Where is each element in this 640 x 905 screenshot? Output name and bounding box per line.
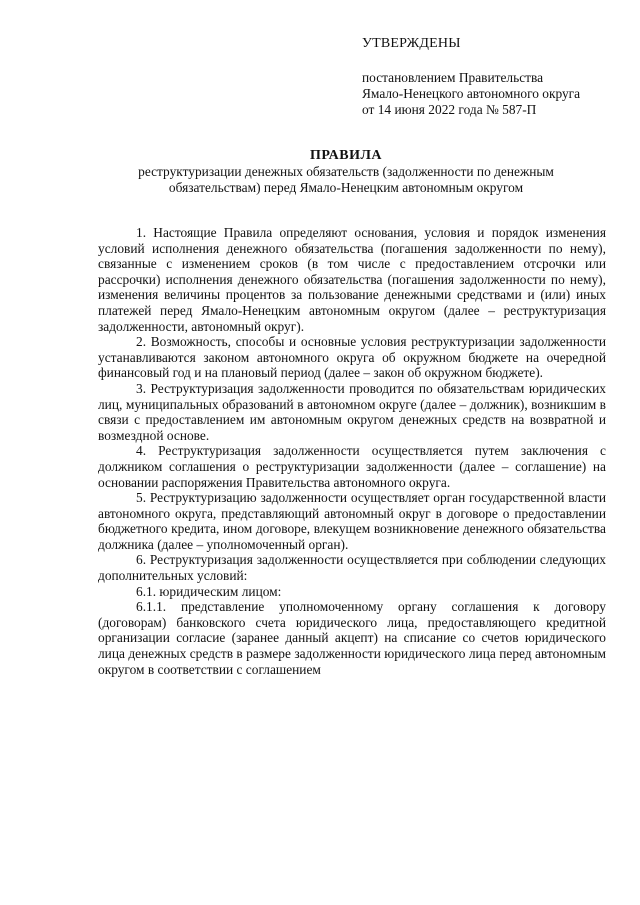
approved-heading: УТВЕРЖДЕНЫ	[362, 36, 461, 51]
document-subtitle-line-2: обязательствам) перед Ямало-Ненецким автономным округом	[168, 180, 524, 195]
paragraph-5: 5. Реструктуризацию задолженности осуществляет орган государственной власти автономного округа, представляющий автономный округ в договоре о предоставлении бюджетного кредита, ином договоре, влекущем возникновение денежного обязательства должника (далее – уполномоченный орган).	[98, 490, 606, 552]
paragraph-6: 6. Реструктуризация задолженности осуществляется при соблюдении следующих дополнительных условий:	[98, 552, 606, 584]
document-body	[98, 225, 606, 677]
approval-line-3: от 14 июня 2022 года № 587-П	[362, 102, 537, 117]
paragraph-6-1: 6.1. юридическим лицом:	[136, 583, 282, 599]
paragraph-6-1-1: 6.1.1. представление уполномоченному органу соглашения к договору (договорам) банковского счета юридического лица, предоставляющего кредитной организации согласие (заранее данный акцепт) на списание со счетов юридического лица денежных средств в размере задолженности юридического лица перед автономным округом в соответствии с соглашением	[98, 599, 606, 677]
document-subtitle-line-1: реструктуризации денежных обязательств (задолженности по денежным	[138, 164, 554, 179]
paragraph-2: 2. Возможность, способы и основные условия реструктуризации задолженности устанавливаются законом автономного округа об окружном бюджете на очередной финансовый год и на плановый период (далее – закон об окружном бюджете).	[98, 334, 606, 381]
document-title-block	[96, 148, 596, 196]
approval-line-2: Ямало-Ненецкого автономного округа	[362, 86, 581, 101]
document-title: ПРАВИЛА	[309, 148, 383, 163]
paragraph-1: 1. Настоящие Правила определяют основания, условия и порядок изменения условий исполнения денежного обязательства (погашения задолженности по нему), связанные с изменением сроков (в том числе с предоставлением отсрочки или рассрочки) исполнения денежного обязательства (погашения задолженности по нему), изменения величины процентов за пользование денежными средствами и (или) иных платежей перед Ямало-Ненецким автономным округом (далее – реструктуризация задолженности, автономный округ).	[98, 225, 606, 334]
paragraph-4: 4. Реструктуризация задолженности осуществляется путем заключения с должником соглашения о реструктуризации задолженности (далее – соглашение) на основании распоряжения Правительства автономного округа.	[98, 443, 606, 490]
paragraph-3: 3. Реструктуризация задолженности проводится по обязательствам юридических лиц, муниципальных образований в автономном округе (далее – должник), возникшим в связи с предоставлением им автономным округом денежных средств на возвратной и возмездной основе.	[98, 380, 606, 443]
approval-stamp-block	[362, 36, 622, 118]
approval-line-1: постановлением Правительства	[362, 70, 544, 85]
